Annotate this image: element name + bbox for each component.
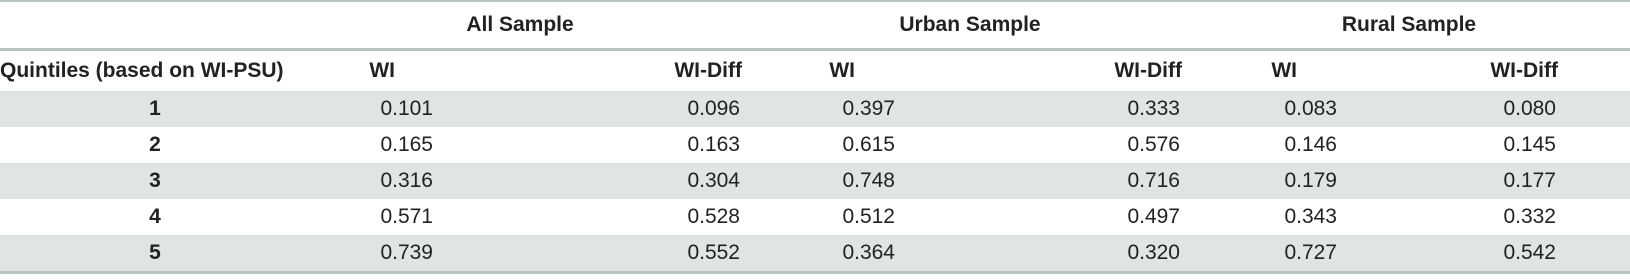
group-header-all-sample — [310, 1, 760, 50]
table-row — [0, 199, 1630, 235]
quintile-cell: 4 — [149, 205, 161, 228]
quintile-cell: 5 — [0, 235, 310, 273]
value-cell: 0.739 — [310, 235, 525, 273]
group-header-row — [0, 1, 1630, 50]
col-header-all-wi-diff: WI-Diff — [674, 59, 742, 82]
value-cell: 0.716 — [965, 163, 1200, 199]
value-cell: 0.320 — [965, 235, 1200, 273]
value-cell: 0.512 — [842, 205, 895, 228]
value-cell: 0.497 — [1127, 205, 1180, 228]
value-cell: 0.101 — [310, 91, 525, 127]
value-cell: 0.333 — [965, 91, 1200, 127]
value-cell: 0.145 — [1503, 133, 1556, 156]
quintile-cell: 2 — [149, 133, 161, 156]
column-header-row — [0, 50, 1630, 92]
col-header-urban-wi-diff: WI-Diff — [1114, 59, 1182, 82]
col-header-rural-wi: WI — [1271, 59, 1297, 82]
value-cell: 0.542 — [1410, 235, 1630, 273]
value-cell: 0.397 — [760, 91, 965, 127]
table-row — [0, 127, 1630, 163]
value-cell: 0.304 — [525, 163, 760, 199]
value-cell: 0.096 — [525, 91, 760, 127]
value-cell: 0.146 — [1284, 133, 1337, 156]
col-header-urban-wi: WI — [829, 59, 855, 82]
value-cell: 0.080 — [1410, 91, 1630, 127]
value-cell: 0.343 — [1284, 205, 1337, 228]
group-label-rural: Rural Sample — [1341, 13, 1477, 36]
value-cell: 0.748 — [760, 163, 965, 199]
value-cell: 0.332 — [1503, 205, 1556, 228]
row-header-label: Quintiles (based on WI-PSU) — [0, 59, 284, 82]
value-cell: 0.316 — [310, 163, 525, 199]
value-cell: 0.615 — [842, 133, 895, 156]
value-cell: 0.576 — [1127, 133, 1180, 156]
group-label-all: All Sample — [466, 13, 574, 36]
quintile-cell: 3 — [0, 163, 310, 199]
value-cell: 0.571 — [380, 205, 433, 228]
value-cell: 0.528 — [687, 205, 740, 228]
table-row — [0, 235, 1630, 273]
table-row — [0, 163, 1630, 199]
value-cell: 0.179 — [1200, 163, 1410, 199]
value-cell: 0.552 — [525, 235, 760, 273]
value-cell: 0.177 — [1410, 163, 1630, 199]
value-cell: 0.163 — [687, 133, 740, 156]
col-header-rural-wi-diff: WI-Diff — [1490, 59, 1558, 82]
value-cell: 0.727 — [1200, 235, 1410, 273]
value-cell: 0.364 — [760, 235, 965, 273]
value-cell: 0.165 — [380, 133, 433, 156]
col-header-all-wi: WI — [369, 59, 395, 82]
table-row — [0, 91, 1630, 127]
group-label-urban: Urban Sample — [899, 13, 1041, 36]
group-header-rural-sample — [1200, 1, 1630, 50]
group-header-urban-sample — [760, 1, 1200, 50]
quintile-cell: 1 — [0, 91, 310, 127]
group-header-blank — [0, 1, 310, 50]
value-cell: 0.083 — [1200, 91, 1410, 127]
